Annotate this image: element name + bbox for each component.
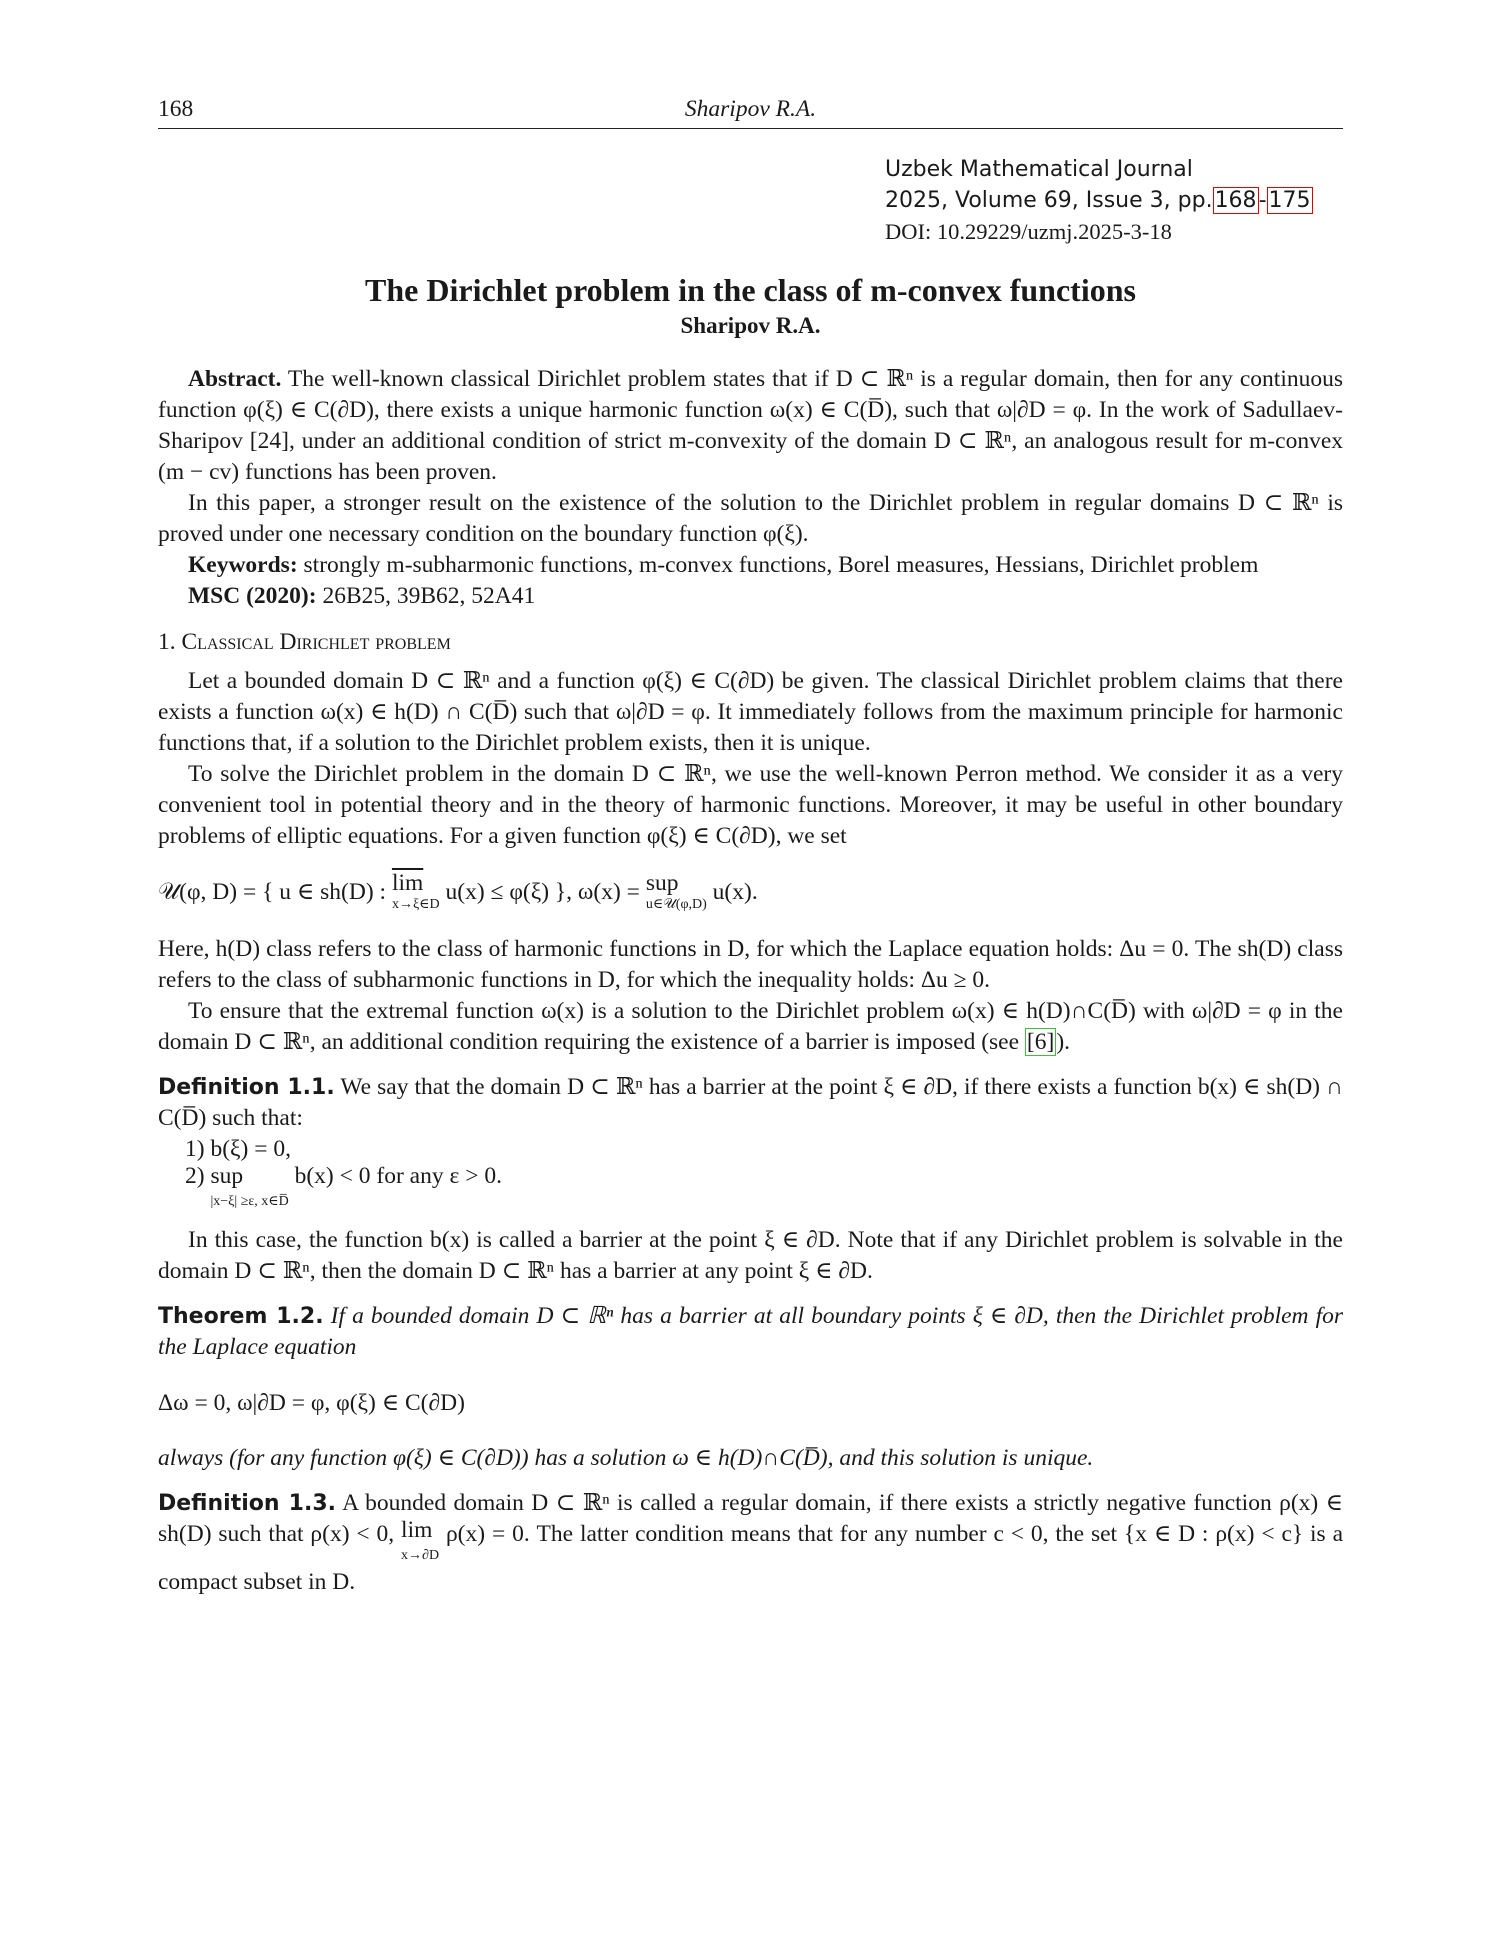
section-heading: 1. Classical Dirichlet problem [158, 629, 451, 655]
laplace-equation: Δω = 0, ω|∂D = φ, φ(ξ) ∈ C(∂D) [158, 1389, 465, 1416]
section-paragraph-1: Let a bounded domain D ⊂ ℝⁿ and a function φ(ξ) ∈ C(∂D) be given. The classical Dirichlet problem claims that there exists a function ω(x) ∈ h(D) ∩ C(D̅) such that ω|∂D = φ. It immediately follows from the maximum principle for harmonic functions that, if a solution to the Dirichlet problem exists, then it is unique. [158, 668, 1343, 756]
journal-info [885, 154, 1313, 247]
page-number: 168 [158, 96, 194, 122]
section-paragraph-3: Here, h(D) class refers to the class of harmonic functions in D, for which the Laplace equation holds: Δu = 0. The sh(D) class refers to the class of subharmonic functions in D, for which the inequality holds: Δu ≥ 0. [158, 935, 1343, 993]
abstract-label: Abstract. [188, 366, 282, 392]
definition-1-1: Definition 1.1. We say that the domain D ⊂ ℝⁿ has a barrier at the point ξ ∈ ∂D, if there exists a function b(x) ∈ sh(D) ∩ C(D̅) such that: [158, 1073, 1344, 1131]
barrier-paragraph: In this case, the function b(x) is called a barrier at the point ξ ∈ ∂D. Note that if any Dirichlet problem is solvable in the domain D ⊂ ℝⁿ, then the domain D ⊂ ℝⁿ has a barrier at any point ξ ∈ ∂D. [158, 1226, 1343, 1284]
perron-equation: 𝒰(φ, D) = { u ∈ sh(D) : $\overline{lim}$ x→ξ∈D u(x) ≤ φ(ξ) }, ω(x) = sup u∈𝒰(φ,D) u(x). [158, 869, 758, 912]
theorem-conclusion: always (for any function φ(ξ) ∈ C(∂D)) has a solution ω ∈ h(D)∩C(D̅), and this solution is unique. [158, 1444, 1094, 1471]
page-end-link[interactable]: 175 [1268, 188, 1311, 213]
definition-item-1: 1) b(ξ) = 0, [185, 1135, 291, 1162]
msc: MSC (2020): 26B25, 39B62, 52A41 [188, 583, 536, 609]
section-paragraph-4: To ensure that the extremal function ω(x) is a solution to the Dirichlet problem ω(x) ∈ h(D)∩C(D̅) with ω|∂D = φ in the domain D ⊂ ℝⁿ, an additional condition requiring the existence of a barrier is imposed (see [6]). [158, 997, 1343, 1055]
running-title: Sharipov R.A. [684, 96, 817, 122]
journal-volume: 2025, Volume 69, Issue 3, pp.168-175 [885, 188, 1311, 213]
paper-author: Sharipov R.A. [680, 313, 821, 338]
running-header [158, 96, 1343, 129]
abstract-paragraph-2: In this paper, a stronger result on the existence of the solution to the Dirichlet problem in regular domains D ⊂ ℝⁿ is proved under one necessary condition on the boundary function φ(ξ). [158, 490, 1343, 547]
abstract-text: The well-known classical Dirichlet problem states that if D ⊂ ℝⁿ is a regular domain, then for any continuous function φ(ξ) ∈ C(∂D), there exists a unique harmonic function ω(x) ∈ C(D̅), such that ω|∂D = φ. In the work of Sadullaev-Sharipov [24], under an additional condition of strict m-convexity of the domain D ⊂ ℝⁿ, an analogous result for m-convex (m − cv) functions has been proven. [158, 366, 1344, 485]
abstract-paragraph [158, 364, 1343, 488]
journal-name: Uzbek Mathematical Journal [885, 157, 1193, 182]
keywords: Keywords: strongly m-subharmonic functions, m-convex functions, Borel measures, Hessians, Dirichlet problem [188, 552, 1259, 578]
page-start-link[interactable]: 168 [1214, 188, 1257, 213]
definition-item-2: 2) sup |x−ξ| ≥ε, x∈D̅ b(x) < 0 for any ε > 0. [185, 1162, 502, 1209]
section-paragraph-2: To solve the Dirichlet problem in the domain D ⊂ ℝⁿ, we use the well-known Perron method. We consider it as a very convenient tool in potential theory and in the theory of harmonic functions. Moreover, it may be useful in other boundary problems of elliptic equations. For a given function φ(ξ) ∈ C(∂D), we set [158, 761, 1343, 849]
paper-title: The Dirichlet problem in the class of m-convex functions [365, 272, 1136, 308]
theorem-1-2: Theorem 1.2. If a bounded domain D ⊂ ℝⁿ has a barrier at all boundary points ξ ∈ ∂D, then the Dirichlet problem for the Laplace equation [158, 1302, 1344, 1360]
citation-link[interactable]: [6] [1026, 1028, 1055, 1055]
journal-doi: DOI: 10.29229/uzmj.2025-3-18 [885, 219, 1172, 244]
paper-body [158, 364, 1343, 1598]
definition-1-3: Definition 1.3. A bounded domain D ⊂ ℝⁿ is called a regular domain, if there exists a strictly negative function ρ(x) ∈ sh(D) such that ρ(x) < 0, lim x→∂D ρ(x) = 0. The latter condition means that for any number c < 0, the set {x ∈ D : ρ(x) < c} is a compact subset in D. [158, 1489, 1343, 1595]
